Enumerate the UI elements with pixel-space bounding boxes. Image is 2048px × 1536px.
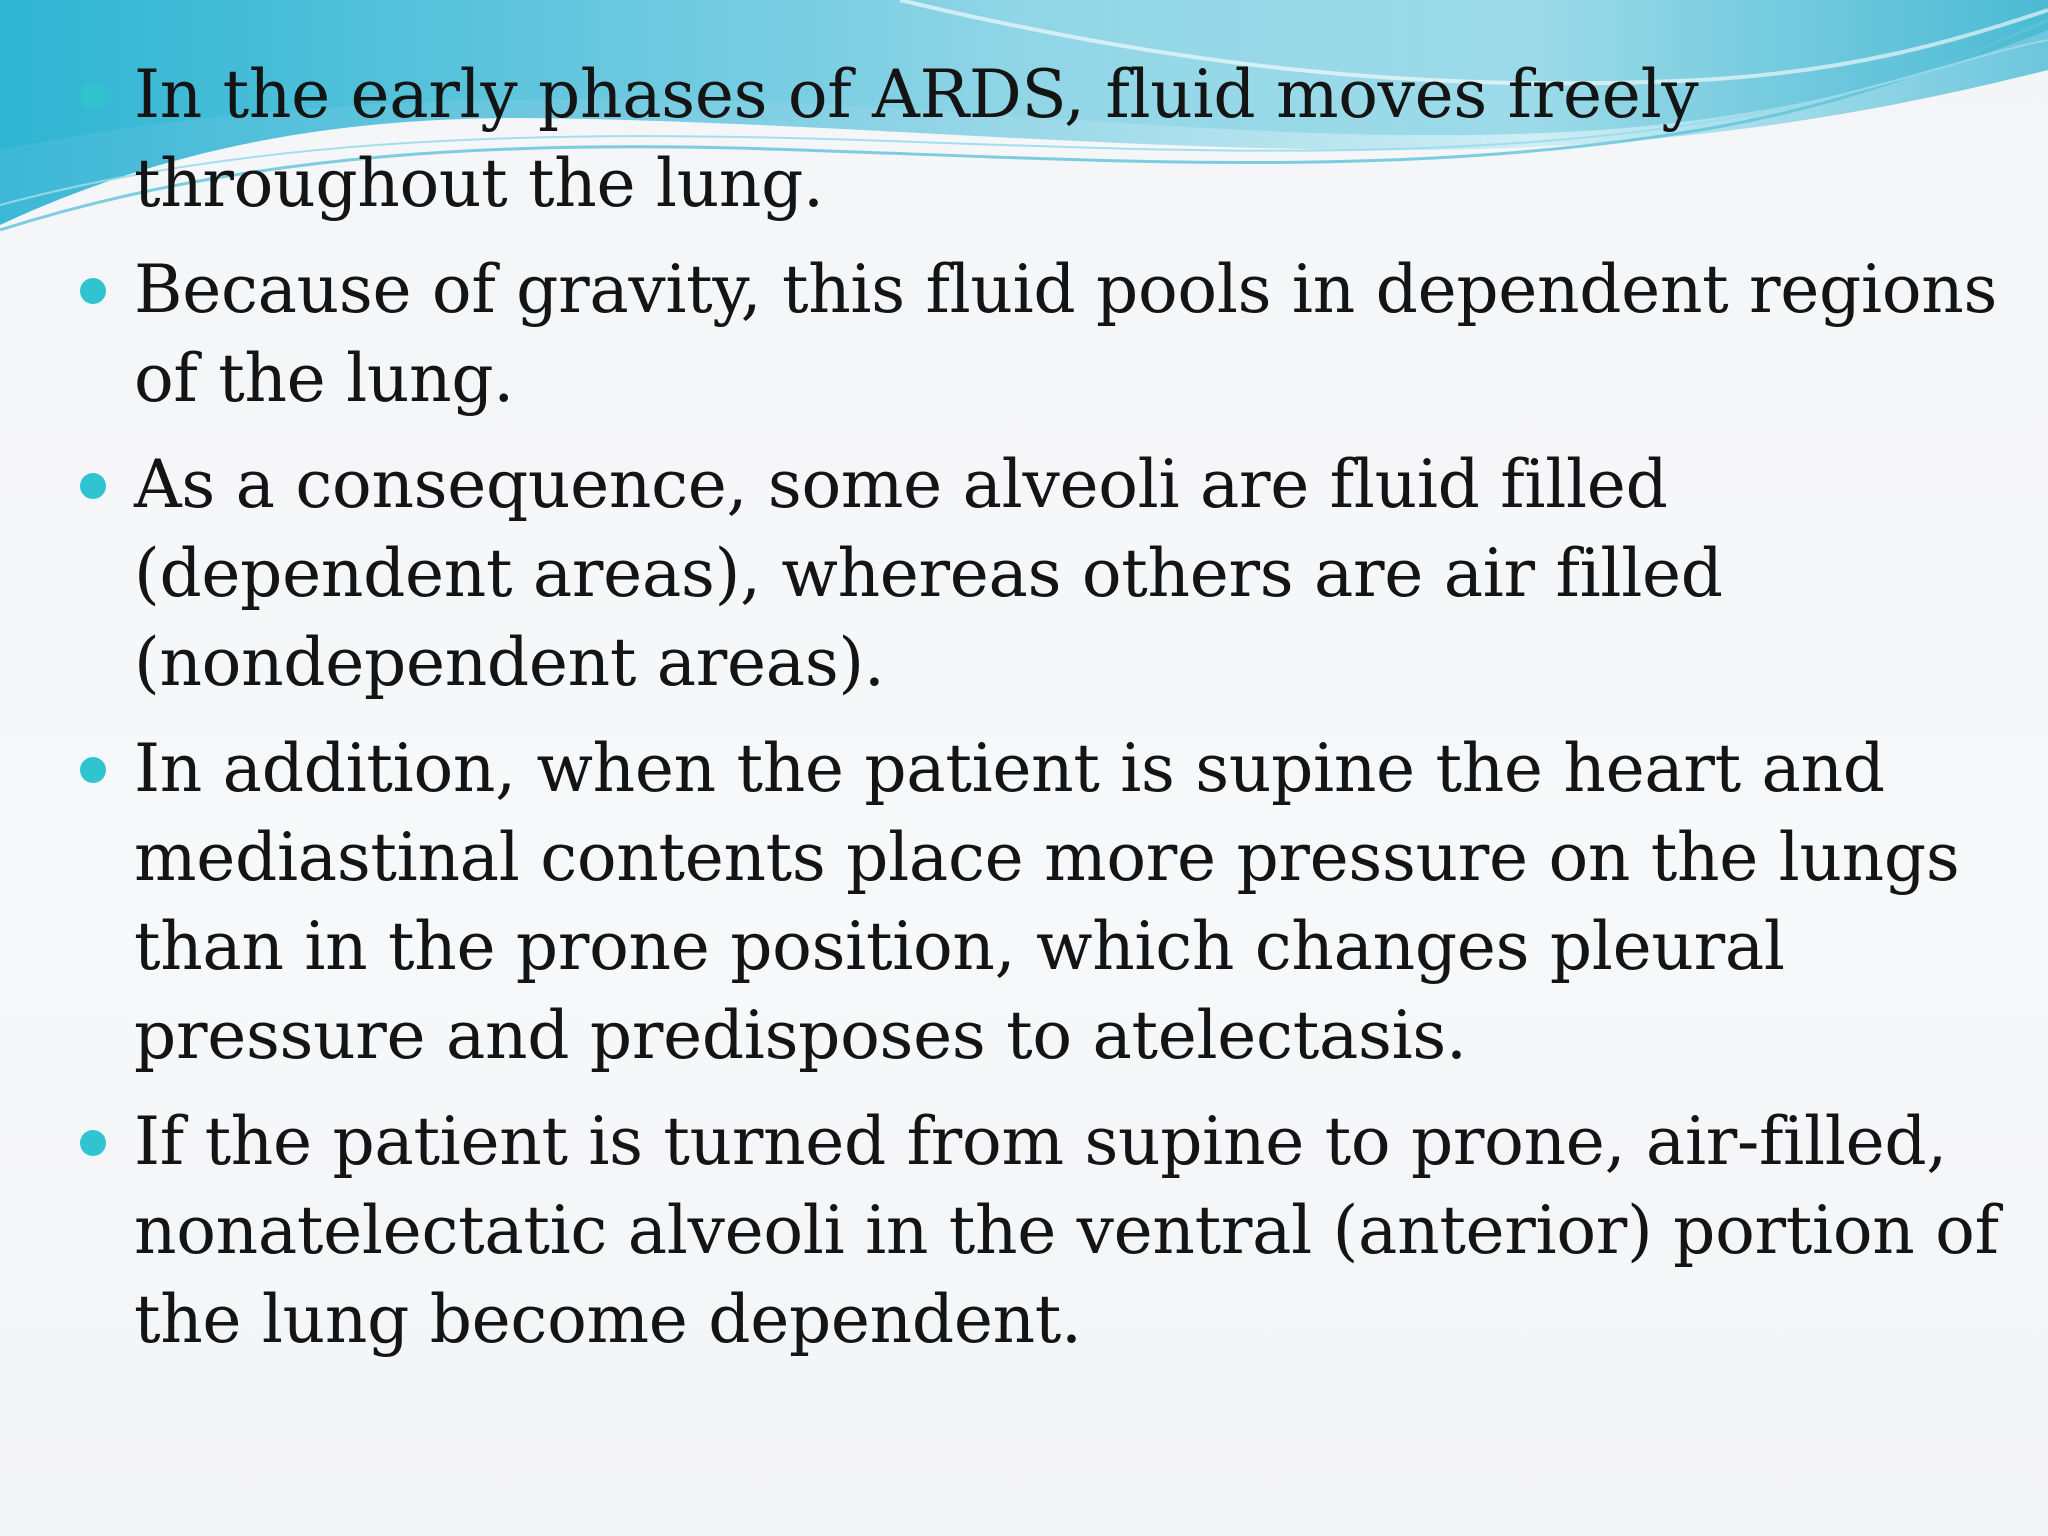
bullet-text: In addition, when the patient is supine the heart and mediastinal contents place more pressure on the lungs than in the prone position, which changes pleural pressure and predisposes to atelectasis. xyxy=(134,730,1960,1074)
slide-content xyxy=(70,50,2010,1381)
bullet-dot-icon xyxy=(80,278,106,304)
bullet-text: If the patient is turned from supine to prone, air-filled, nonatelectatic alveoli in the ventral (anterior) portion of the lung become dependent. xyxy=(134,1103,1999,1358)
bullet-item xyxy=(70,50,2010,228)
bullet-list xyxy=(70,50,2010,1364)
bullet-item xyxy=(70,1097,2010,1364)
bullet-text: Because of gravity, this fluid pools in dependent regions of the lung. xyxy=(134,251,1998,417)
bullet-text: In the early phases of ARDS, fluid moves freely throughout the lung. xyxy=(134,56,1699,222)
bullet-text: As a consequence, some alveoli are fluid filled (dependent areas), whereas others are air filled (nondependent areas). xyxy=(134,446,1723,701)
bullet-item xyxy=(70,440,2010,707)
bullet-dot-icon xyxy=(80,1130,106,1156)
bullet-dot-icon xyxy=(80,473,106,499)
bullet-item xyxy=(70,724,2010,1080)
bullet-item xyxy=(70,245,2010,423)
bullet-dot-icon xyxy=(80,757,106,783)
bullet-dot-icon xyxy=(80,83,106,109)
